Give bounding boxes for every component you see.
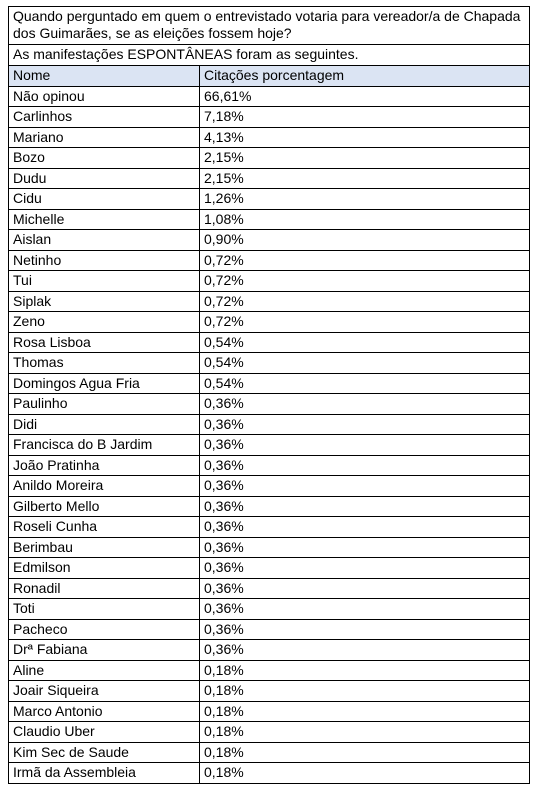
percentage-cell: 0,72% (200, 291, 530, 312)
table-row (9, 722, 530, 743)
table-row (9, 127, 530, 148)
candidate-name-cell: Anildo Moreira (9, 476, 200, 497)
table-row (9, 763, 530, 784)
percentage-cell: 0,90% (200, 230, 530, 251)
table-row (9, 168, 530, 189)
document (8, 6, 529, 784)
candidate-name-cell: Paulinho (9, 394, 200, 415)
candidate-name-cell: Zeno (9, 312, 200, 333)
table-row (9, 209, 530, 230)
candidate-name-cell: Claudio Uber (9, 722, 200, 743)
table-row (9, 660, 530, 681)
percentage-cell: 2,15% (200, 168, 530, 189)
percentage-cell: 0,36% (200, 619, 530, 640)
table-row (9, 86, 530, 107)
percentage-cell: 0,54% (200, 353, 530, 374)
percentage-cell: 7,18% (200, 107, 530, 128)
candidate-name-cell: Netinho (9, 250, 200, 271)
table-row (9, 558, 530, 579)
percentage-cell: 0,36% (200, 476, 530, 497)
candidate-name-cell: Dudu (9, 168, 200, 189)
percentage-cell: 0,36% (200, 558, 530, 579)
candidate-name-cell: Toti (9, 599, 200, 620)
percentage-cell: 0,18% (200, 742, 530, 763)
candidate-name-cell: Bozo (9, 148, 200, 169)
header-row (9, 66, 530, 87)
percentage-cell: 0,72% (200, 312, 530, 333)
table-row (9, 701, 530, 722)
candidate-name-cell: Tui (9, 271, 200, 292)
percentage-cell: 0,36% (200, 537, 530, 558)
percentage-cell: 0,36% (200, 599, 530, 620)
candidate-name-cell: Aislan (9, 230, 200, 251)
percentage-cell: 0,18% (200, 701, 530, 722)
table-row (9, 394, 530, 415)
percentage-cell: 4,13% (200, 127, 530, 148)
note-row (9, 45, 530, 66)
table-row (9, 455, 530, 476)
percentage-cell: 0,18% (200, 681, 530, 702)
table-row (9, 189, 530, 210)
table-row (9, 537, 530, 558)
candidate-name-cell: Francisca do B Jardim (9, 435, 200, 456)
candidate-name-cell: Roseli Cunha (9, 517, 200, 538)
column-header-percent: Citações porcentagem (200, 66, 530, 87)
table-row (9, 619, 530, 640)
candidate-name-cell: Rosa Lisboa (9, 332, 200, 353)
table-row (9, 353, 530, 374)
table-row (9, 640, 530, 661)
percentage-cell: 2,15% (200, 148, 530, 169)
percentage-cell: 1,08% (200, 209, 530, 230)
table-row (9, 599, 530, 620)
candidate-name-cell: Michelle (9, 209, 200, 230)
table-row (9, 496, 530, 517)
percentage-cell: 0,18% (200, 722, 530, 743)
candidate-name-cell: Não opinou (9, 86, 200, 107)
percentage-cell: 0,36% (200, 414, 530, 435)
candidate-name-cell: Irmã da Assembleia (9, 763, 200, 784)
candidate-name-cell: Drª Fabiana (9, 640, 200, 661)
candidate-name-cell: Ronadil (9, 578, 200, 599)
table-row (9, 312, 530, 333)
candidate-name-cell: Kim Sec de Saude (9, 742, 200, 763)
candidate-name-cell: Mariano (9, 127, 200, 148)
candidate-name-cell: Gilberto Mello (9, 496, 200, 517)
table-row (9, 250, 530, 271)
candidate-name-cell: Pacheco (9, 619, 200, 640)
table-row (9, 681, 530, 702)
percentage-cell: 0,18% (200, 660, 530, 681)
table-row (9, 107, 530, 128)
candidate-name-cell: Joair Siqueira (9, 681, 200, 702)
percentage-cell: 0,36% (200, 578, 530, 599)
table-row (9, 373, 530, 394)
table-row (9, 517, 530, 538)
percentage-cell: 66,61% (200, 86, 530, 107)
table-row (9, 148, 530, 169)
percentage-cell: 0,72% (200, 250, 530, 271)
table-row (9, 414, 530, 435)
percentage-cell: 1,26% (200, 189, 530, 210)
candidate-name-cell: Domingos Agua Fria (9, 373, 200, 394)
percentage-cell: 0,36% (200, 496, 530, 517)
table-row (9, 230, 530, 251)
question-row (9, 7, 530, 45)
table-row (9, 476, 530, 497)
percentage-cell: 0,72% (200, 271, 530, 292)
percentage-cell: 0,36% (200, 517, 530, 538)
candidate-name-cell: Thomas (9, 353, 200, 374)
percentage-cell: 0,36% (200, 640, 530, 661)
percentage-cell: 0,54% (200, 332, 530, 353)
percentage-cell: 0,36% (200, 394, 530, 415)
candidate-name-cell: Edmilson (9, 558, 200, 579)
table-row (9, 435, 530, 456)
candidate-name-cell: João Pratinha (9, 455, 200, 476)
question-text: Quando perguntado em quem o entrevistado votaria para vereador/a de Chapada dos Guimarães, se as eleições fossem hoje? (9, 7, 530, 45)
percentage-cell: 0,54% (200, 373, 530, 394)
percentage-cell: 0,36% (200, 435, 530, 456)
candidate-name-cell: Carlinhos (9, 107, 200, 128)
candidate-name-cell: Siplak (9, 291, 200, 312)
table-row (9, 578, 530, 599)
candidate-name-cell: Berimbau (9, 537, 200, 558)
table-row (9, 742, 530, 763)
percentage-cell: 0,18% (200, 763, 530, 784)
table-row (9, 291, 530, 312)
candidate-name-cell: Marco Antonio (9, 701, 200, 722)
candidate-name-cell: Cidu (9, 189, 200, 210)
table-row (9, 271, 530, 292)
percentage-cell: 0,36% (200, 455, 530, 476)
note-text: As manifestações ESPONTÂNEAS foram as seguintes. (9, 45, 530, 66)
table-row (9, 332, 530, 353)
candidate-name-cell: Aline (9, 660, 200, 681)
candidate-name-cell: Didi (9, 414, 200, 435)
column-header-name: Nome (9, 66, 200, 87)
results-table (8, 6, 530, 784)
